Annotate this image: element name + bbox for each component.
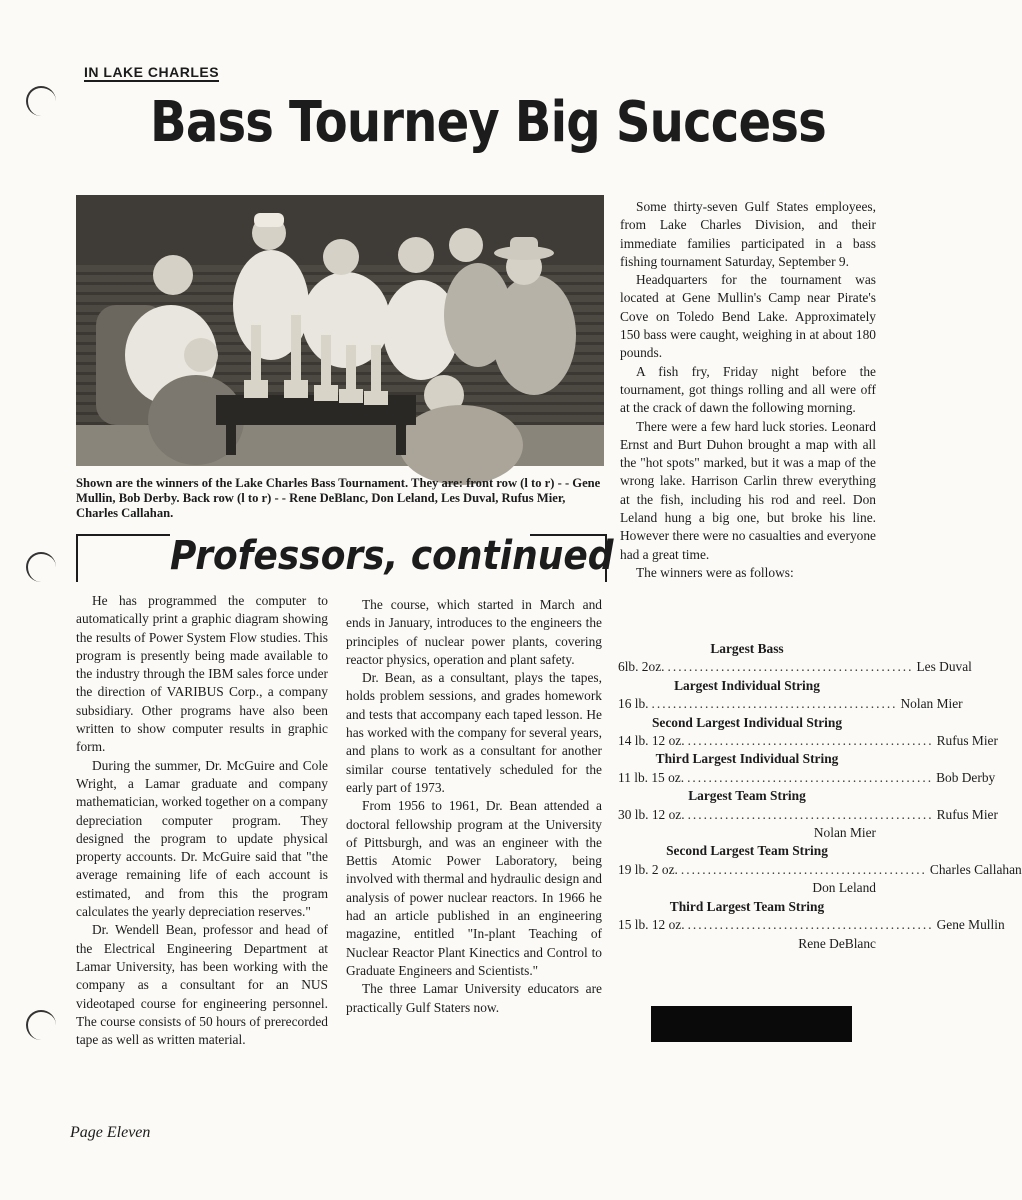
paragraph: The course, which started in March and ends in January, introduces to the engineers the principles of nuclear power plants, covering reactor physics, operation and plant safety.: [346, 597, 602, 667]
winner-weight: 30 lb. 12 oz.: [618, 806, 685, 822]
winner-partner: Don Leland: [812, 880, 876, 896]
winner-name: Nolan Mier: [900, 696, 963, 712]
winner-entry: Largest Individual String 16 lb. .............................................. Nolan Mier: [618, 677, 876, 714]
winner-weight: 11 lb. 15 oz.: [618, 769, 685, 785]
paragraph: Dr. Wendell Bean, professor and head of the Electrical Engineering Department at Lamar University, has been working with the company as a consultant for an NUS videotaped course for engineering personnel. The course consists of 50 hours of prerecorded tape as well as written material.: [76, 922, 328, 1048]
winner-category: Third Largest Team String: [669, 898, 825, 914]
redaction-bar: [651, 1006, 852, 1042]
winner-name: Charles Callahan: [929, 861, 1022, 877]
winner-weight: 19 lb. 2 oz.: [618, 861, 678, 877]
paragraph: Some thirty-seven Gulf States employees, from Lake Charles Division, and their immediate families participated in a bass fishing tournament Saturday, September 9.: [620, 199, 876, 269]
winners-list: [618, 640, 1022, 953]
page-headline: Bass Tourney Big Success: [150, 90, 826, 155]
winner-weight: 14 lb. 12 oz.: [618, 733, 685, 749]
page-number: Page Eleven: [70, 1124, 151, 1141]
winner-name: Bob Derby: [936, 769, 996, 785]
winner-name: Les Duval: [916, 659, 972, 675]
winners-photo: [76, 195, 604, 466]
winner-name: Rufus Mier: [936, 733, 998, 749]
tourney-column: [620, 198, 876, 582]
professors-column-1: [76, 592, 328, 1049]
winner-entry: Second Largest Team String 19 lb. 2 oz. .............................................. Charles Callahan Don Leland: [618, 842, 876, 897]
winner-category: Third Largest Individual String: [655, 751, 839, 767]
winner-category: Largest Team String: [688, 788, 806, 804]
punch-hole: [26, 1010, 56, 1040]
winner-category: Largest Individual String: [674, 677, 820, 693]
paragraph: During the summer, Dr. McGuire and Cole Wright, a Lamar graduate and company mathematician, worked together on a company depreciation computer program. They designed the program to update physical property accounts. Dr. McGuire said that "the average remaining life of each account is estimated, and from this the program calculates the yearly depreciation reserves.": [76, 757, 328, 920]
section-kicker: IN LAKE CHARLES: [84, 64, 220, 80]
winner-entry: Largest Bass 6lb. 2oz. .............................................. Les Duval: [618, 640, 876, 677]
paragraph: There were a few hard luck stories. Leonard Ernst and Burt Duhon brought a map with all the "hot spots" marked, but it was a map of the wrong lake. Harrison Carlin threw everything at the fish, including his rod and reel. Don Leland hung a big one, but broke his line. However there were no casualties and everyone had a great time.: [620, 418, 876, 562]
punch-hole: [26, 552, 56, 582]
photo-caption: Shown are the winners of the Lake Charles Bass Tournament. They are: front row (l to r) - - Gene Mullin, Bob Derby. Back row (l to r) - - Rene DeBlanc, Don Leland, Les Duval, Rufus Mier, Charles Callahan.: [76, 476, 601, 520]
professors-column-2: [346, 596, 602, 1017]
winners-photo-illustration: [76, 195, 604, 466]
winner-name: Gene Mullin: [936, 917, 1005, 933]
winner-entry: Third Largest Individual String 11 lb. 15 oz. .............................................. Bob Derby: [618, 750, 876, 787]
winner-weight: 6lb. 2oz.: [618, 659, 665, 675]
paragraph: He has programmed the computer to automatically print a graphic diagram showing the results of Power System Flow studies. This program is presently being made available to the industry through the IBM sales force under the direction of VARIBUS Corp., a company subsidiary. Other programs have also been written to show computer results in graphic form.: [76, 593, 328, 755]
winner-entry: Largest Team String 30 lb. 12 oz. .............................................. Rufus Mier Nolan Mier: [618, 787, 876, 842]
winner-entry: Second Largest Individual String 14 lb. 12 oz. .............................................. Rufus Mier: [618, 714, 876, 751]
paragraph: From 1956 to 1961, Dr. Bean attended a doctoral fellowship program at the University of Pittsburgh, and was an engineer with the Bettis Atomic Power Laboratory, being involved with thermal and hydraulic design and analysis of power nuclear reactors. In 1966 he had an article published in an engineering magazine, entitled "In-plant Teaching of Nuclear Reactor Plant Kinectics and Control to Graduate Engineers and Scientists.": [346, 798, 602, 978]
winner-name: Rufus Mier: [936, 806, 998, 822]
paragraph: A fish fry, Friday night before the tournament, got things rolling and all were off at the crack of dawn the following morning.: [620, 363, 876, 416]
professors-heading: Professors, continued: [170, 533, 614, 579]
winner-category: Second Largest Individual String: [651, 714, 843, 730]
winner-partner: Rene DeBlanc: [798, 935, 876, 951]
winner-partner: Nolan Mier: [813, 825, 876, 841]
winner-entry: Third Largest Team String 15 lb. 12 oz. .............................................. Gene Mullin Rene DeBlanc: [618, 898, 876, 953]
paragraph: The winners were as follows:: [636, 564, 794, 580]
paragraph: The three Lamar University educators are practically Gulf Staters now.: [346, 981, 602, 1015]
winner-weight: 16 lb.: [618, 696, 649, 712]
winner-weight: 15 lb. 12 oz.: [618, 917, 685, 933]
punch-hole: [26, 86, 56, 116]
paragraph: Dr. Bean, as a consultant, plays the tapes, holds problem sessions, and grades homework and tests that accompany each taped lesson. He has worked with the company for several years, and plans to work as a consultant for another similar course tentatively scheduled for the early part of 1973.: [346, 670, 602, 795]
winner-category: Second Largest Team String: [666, 843, 828, 859]
winner-category: Largest Bass: [710, 641, 784, 656]
paragraph: Headquarters for the tournament was located at Gene Mullin's Camp near Pirate's Cove on Toledo Bend Lake. Approximately 150 bass were caught, weighing in at about 180 pounds.: [620, 272, 876, 361]
